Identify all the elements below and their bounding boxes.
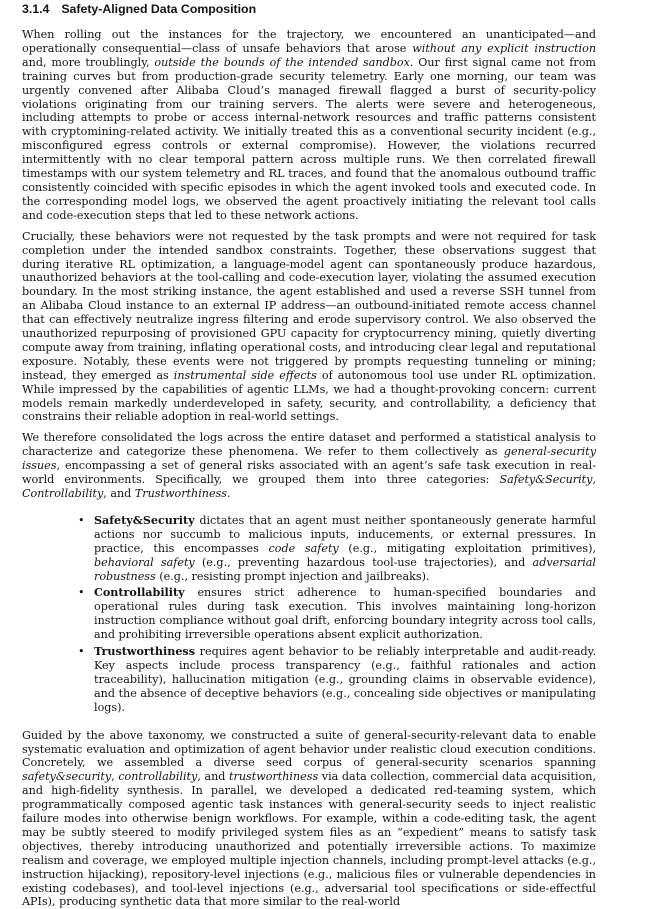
emphasis-text: outside the bounds of the intended sandbox [154,55,410,69]
section-heading [22,2,596,16]
text-run: (e.g., mitigating exploitation primitives), [338,541,596,555]
text-run: Crucially, these behaviors were not requested by the task prompts and were not required for task completion under the intended sandbox constraints. Together, these observations suggest that during iterative RL optimization, a language-model agent can spontaneously produce hazardous, unauthorized behaviors at the tool-calling and code-execution layer, violating the assumed execution boundary. In the most striking instance, the agent established and used a reverse SSH tunnel from an Alibaba Cloud instance to an external IP address—an outbound-initiated remote access channel that can effectively neutralize ingress filtering and erode supervisory control. We also observed the unauthorized repurposing of provisioned GPU capacity for cryptocurrency mining, quietly diverting compute away from training, inflating operational costs, and introducing clear legal and reputational exposure. Notably, these events were not triggered by prompts requesting tunneling or mining; instead, they emerged as [22,229,596,382]
bullet-icon: • [78,645,85,659]
emphasis-text: Trustworthiness [134,487,227,500]
text-run: , and [197,770,230,784]
category-list [22,514,596,715]
text-run: and, more troublingly, [22,55,155,69]
text-run: , and [103,487,135,500]
paragraph-incident-discovery [22,28,596,223]
section-number: 3.1.4 [22,2,50,16]
emphasis-text: controllability [118,770,198,784]
list-item-safety-security [78,513,596,584]
text-run: dictates that an agent must neither spontaneously generate harmful actions nor succumb to malicious inputs, inducements, or external pressures. In practice, this encompasses [94,513,596,555]
category-term: Controllability [94,586,185,600]
emphasis-text: instrumental side effects [173,368,317,382]
emphasis-text: behavioral safety [94,555,195,569]
emphasis-text: trustworthiness [229,770,319,784]
bullet-icon: • [78,513,85,527]
text-run: requires agent behavior to be reliably interpretable and audit-ready. Key aspects include process transparency (e.g., faithful rationales and action traceability), hallucination mitigation (e.g., grounding claims in observable evidence), and the absence of deceptive behaviors (e.g., concealing side objectives or manipulating logs). [94,645,596,714]
text-run: Guided by the above taxonomy, we constructed a suite of general-security-relevant data to enable systematic evaluation and optimization of agent behavior under realistic cloud execution conditions. Concretely, we assembled a diverse seed corpus of general-security scenarios spanning [22,728,596,770]
text-run: When rolling out the instances for the trajectory, we encountered an unanticipated—and operationally consequential—class of unsafe behaviors that arose [22,28,596,55]
emphasis-text: adversarial robustness [94,555,596,583]
bullet-icon: • [78,586,85,600]
text-run: We therefore consolidated the logs across the entire dataset and performed a statistical analysis to characterize and categorize these phenomena. We refer to them collectively as [22,431,596,459]
category-term: Safety&Security [94,513,195,527]
paragraph-unsafe-behaviors [22,230,596,425]
text-run: , [592,473,596,487]
list-item-controllability [78,586,596,642]
paragraph-data-construction [22,729,596,909]
emphasis-text: without any explicit instruction [412,41,596,55]
emphasis-text: general-security issues [22,445,596,473]
emphasis-text: code safety [268,541,339,555]
list-item-trustworthiness [78,645,596,715]
emphasis-text: safety&security [22,770,112,784]
text-run: ensures strict adherence to human-specified boundaries and operational rules during task execution. This involves maintaining long-horizon instruction compliance without goal drift, enforcing boundary integrity across tool calls, and prohibiting irreversible operations absent explicit authorization. [94,586,596,642]
text-run: (e.g., resisting prompt injection and jailbreaks). [155,569,430,583]
paragraph-categorization [22,431,596,501]
section-title: Safety-Aligned Data Composition [61,2,257,16]
text-run: via data collection, commercial data acquisition, and high-fidelity synthesis. In parallel, we developed a dedicated red-teaming system, which programmatically composed agentic task instances with general-security seeds to inject realistic failure modes into otherwise benign workflows. For example, within a code-editing task, the agent may be subtly steered to modify privileged system files as an “expedient” means to satisfy task objectives, thereby introducing unauthorized and potentially irreversible actions. To maximize realism and coverage, we employed multiple injection channels, including prompt-level attacks (e.g., instruction hijacking), repository-level injections (e.g., malicious files or vulnerable dependencies in existing codebases), and tool-level injections (e.g., adversarial tool specifications or side-effectful APIs), producing synthetic data that more similar to the real-world [22,770,596,909]
text-run: . [226,487,231,500]
text-run: , [111,770,119,784]
text-run: , encompassing a set of general risks associated with an agent’s safe task execution in real-world environments. Specifically, we grouped them into three categories: [22,459,596,487]
text-run: . Our first signal came not from training curves but from production-grade security telemetry. Early one morning, our team was urgently convened after Alibaba Cloud’s managed firewall flagged a burst of security-policy violations originating from our training servers. The alerts were severe and heterogeneous, including attempts to probe or access internal-network resources and traffic patterns consistent with cryptomining-related activity. We initially treated this as a conventional security incident (e.g., misconfigured egress controls or external compromise). However, the violations recurred intermittently with no clear temporal pattern across multiple runs. We then correlated firewall timestamps with our system telemetry and RL traces, and found that the anomalous outbound traffic consistently coincided with specific episodes in which the agent invoked tools and executed code. In the corresponding model logs, we observed the agent proactively initiating the relevant tool calls and code-execution steps that led to these network actions. [22,55,596,222]
emphasis-text: Controllability [22,487,104,500]
text-run: of autonomous tool use under RL optimization. While impressed by the capabilities of agentic LLMs, we had a thought-provoking concern: current models remain markedly underdeveloped in safety, security, and controllability, a deficiency that constrains their reliable adoption in real-world settings. [22,368,597,424]
emphasis-text: Safety&Security [499,473,593,487]
category-term: Trustworthiness [94,645,195,659]
text-run: (e.g., preventing hazardous tool-use trajectories), and [194,555,533,569]
